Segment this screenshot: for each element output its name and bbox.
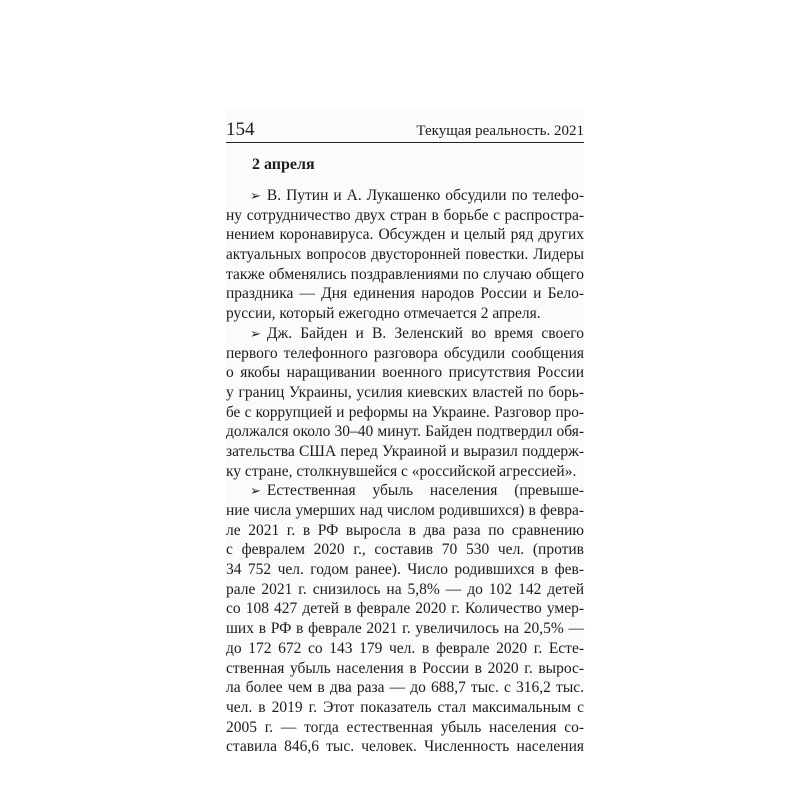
text-line: первого телефонного разговора обсудили сообщения (226, 344, 584, 362)
news-item-biden-zelensky (226, 324, 584, 482)
text-line: 34 752 чел. годом ранее). Число родившихся в фев- (226, 561, 584, 579)
arrow-bullet-icon: ➢ (250, 484, 261, 500)
text-line: бе с коррупцией и реформы на Украине. Разговор про- (226, 403, 584, 421)
text-line: рале 2021 г. снизилось на 5,8% — до 102 142 детей (226, 580, 584, 598)
text-line: ➢ В. Путин и А. Лукашенко обсудили по телефо- (250, 187, 584, 204)
body-text (226, 186, 584, 757)
text-line: чел. в 2019 г. Этот показатель стал максимальным с (226, 698, 584, 716)
text-line: ла более чем в два раза — до 688,7 тыс. с 316,2 тыс. (226, 679, 584, 697)
text-line: ну сотрудничество двух стран в борьбе с распростра- (226, 206, 584, 224)
text-line: ле 2021 г. в РФ выросла в два раза по сравнению (226, 521, 584, 539)
text-line: с февралем 2020 г., составив 70 530 чел. (против (226, 541, 584, 559)
text-line: до 172 672 со 143 179 чел. в феврале 2020 г. Есте- (226, 639, 584, 657)
text-line: ку стране, столкнувшейся с «российской агрессией». (226, 462, 577, 480)
text-line: зательства США перед Украиной и выразил поддерж- (226, 442, 584, 460)
book-page (226, 108, 584, 756)
arrow-bullet-icon: ➢ (250, 189, 261, 204)
text-line: должался около 30–40 минут. Байден подтвердил обя- (226, 423, 584, 441)
date-heading: 2 апреля (252, 156, 315, 173)
text-line: руссии, который ежегодно отмечается 2 апреля. (226, 305, 541, 323)
text-line: со 108 427 детей в феврале 2020 г. Количество умер- (226, 600, 584, 618)
text-line: ственная убыль населения в России в 2020 г. вырос- (226, 659, 584, 677)
arrow-bullet-icon: ➢ (250, 326, 261, 342)
text-line: также обменялись поздравлениями по случаю общего (226, 265, 584, 283)
page-number: 154 (226, 119, 255, 140)
text-line: ➢ Естественная убыль населения (превыше- (250, 482, 584, 500)
text-line: ➢ Дж. Байден и В. Зеленский во время своего (250, 324, 584, 342)
news-item-putin-lukashenko (226, 186, 584, 324)
text-line: праздника — Дня единения народов России и Бело- (226, 285, 584, 303)
text-line: у границ Украины, усилия киевских властей по борь- (226, 383, 584, 401)
text-line: о якобы наращивании военного присутствия России (226, 364, 584, 382)
page-header (226, 118, 584, 143)
news-item-population-decline (226, 481, 584, 757)
text-line: ставила 846,6 тыс. человек. Численность населения (226, 738, 584, 756)
text-line: нением коронавируса. Обсужден и целый ряд других (226, 226, 584, 244)
text-line: ние числа умерших над числом родившихся) в февра- (226, 502, 584, 519)
text-line: ших в РФ в феврале 2021 г. увеличилось на 20,5% — (226, 620, 584, 638)
text-line: 2005 г. — тогда естественная убыль населения со- (226, 718, 584, 736)
text-line: актуальных вопросов двусторонней повестки. Лидеры (226, 246, 584, 264)
running-title: Текущая реальность. 2021 (416, 123, 584, 139)
